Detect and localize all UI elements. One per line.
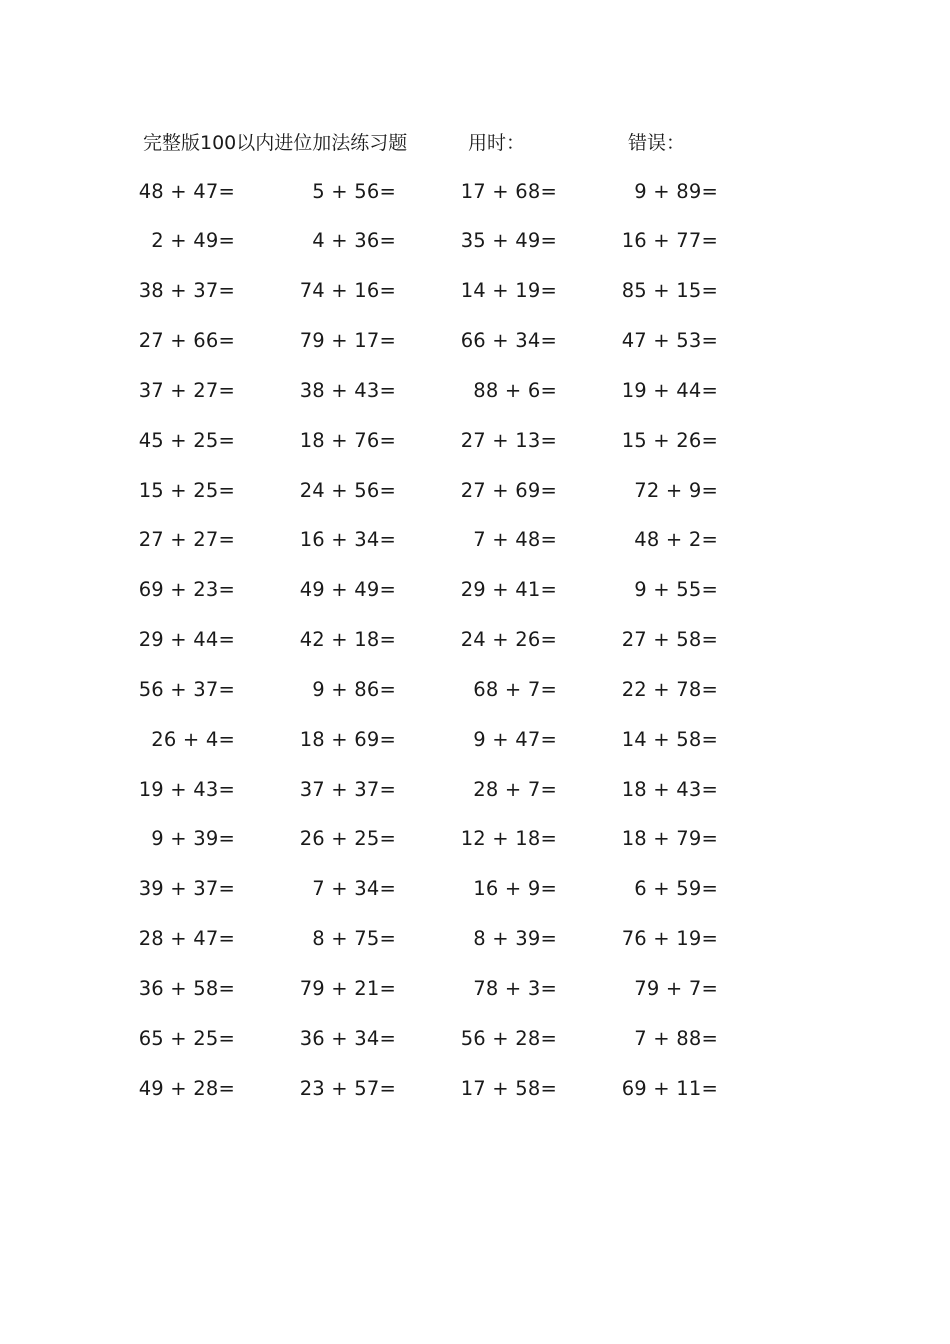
worksheet-title: 完整版100以内进位加法练习题: [143, 132, 408, 154]
problem-equation: 36 + 34=: [299, 1026, 396, 1050]
problem-cell: [133, 723, 294, 755]
problem-equation: 19 + 44=: [621, 378, 718, 402]
problem-equation: 37 + 37=: [299, 777, 396, 801]
worksheet-header: [143, 128, 783, 158]
problem-equation: 56 + 28=: [460, 1026, 557, 1050]
problem-cell: [616, 923, 777, 955]
problem-cell: [294, 723, 455, 755]
problem-equation: 26 + 25=: [299, 827, 396, 851]
problem-cell: [294, 524, 455, 556]
problem-cell: [455, 225, 616, 257]
problem-equation: 29 + 41=: [460, 578, 557, 602]
problem-equation: 8 + 75=: [312, 927, 396, 951]
problem-cell: [133, 823, 294, 855]
problem-equation: 15 + 26=: [621, 428, 718, 452]
problem-cell: [616, 873, 777, 905]
problem-cell: [455, 773, 616, 805]
problem-cell: [455, 574, 616, 606]
problem-cell: [616, 424, 777, 456]
problem-cell: [455, 873, 616, 905]
problem-equation: 14 + 19=: [460, 279, 557, 303]
problem-equation: 35 + 49=: [460, 229, 557, 253]
problem-equation: 85 + 15=: [621, 279, 718, 303]
problem-equation: 18 + 76=: [299, 428, 396, 452]
problem-cell: [616, 325, 777, 357]
problem-cell: [133, 1072, 294, 1104]
error-label: 错误：: [628, 132, 686, 154]
problem-equation: 37 + 27=: [138, 378, 235, 402]
problem-equation: 5 + 56=: [312, 179, 396, 203]
problem-equation: 17 + 68=: [460, 179, 557, 203]
problem-cell: [133, 923, 294, 955]
problem-cell: [616, 474, 777, 506]
problem-equation: 88 + 6=: [473, 378, 557, 402]
problem-equation: 79 + 21=: [299, 977, 396, 1000]
problem-cell: [455, 673, 616, 705]
problem-cell: [294, 624, 455, 656]
problem-equation: 74 + 16=: [299, 279, 396, 303]
problem-cell: [455, 374, 616, 406]
problem-cell: [294, 574, 455, 606]
problem-equation: 17 + 58=: [460, 1076, 557, 1100]
problem-equation: 24 + 56=: [299, 478, 396, 502]
problem-equation: 14 + 58=: [621, 727, 718, 751]
problem-cell: [616, 175, 777, 207]
problem-equation: 16 + 9=: [473, 877, 557, 901]
problem-equation: 9 + 89=: [634, 179, 718, 203]
problem-cell: [294, 923, 455, 955]
problem-equation: 4 + 36=: [312, 229, 396, 253]
problem-cell: [294, 175, 455, 207]
problem-equation: 28 + 47=: [138, 927, 235, 951]
problem-equation: 79 + 7=: [634, 977, 718, 1000]
problem-cell: [294, 773, 455, 805]
problem-cell: [616, 973, 777, 1005]
problem-cell: [455, 923, 616, 955]
problem-equation: 18 + 43=: [621, 777, 718, 801]
problem-cell: [294, 275, 455, 307]
problem-equation: 27 + 69=: [460, 478, 557, 502]
problem-cell: [133, 574, 294, 606]
problem-cell: [133, 973, 294, 1005]
problem-equation: 79 + 17=: [299, 329, 396, 353]
problem-cell: [616, 624, 777, 656]
problem-equation: 8 + 39=: [473, 927, 557, 951]
problem-equation: 27 + 27=: [138, 528, 235, 552]
problem-cell: [133, 175, 294, 207]
problem-cell: [294, 973, 455, 1005]
problem-cell: [133, 673, 294, 705]
problem-equation: 29 + 44=: [138, 628, 235, 652]
problem-cell: [455, 524, 616, 556]
problem-equation: 24 + 26=: [460, 628, 557, 652]
problem-equation: 38 + 37=: [138, 279, 235, 303]
problem-equation: 49 + 28=: [138, 1076, 235, 1100]
problem-equation: 16 + 77=: [621, 229, 718, 253]
problem-equation: 36 + 58=: [138, 977, 235, 1000]
problem-cell: [455, 973, 616, 1005]
problem-cell: [294, 374, 455, 406]
problem-equation: 19 + 43=: [138, 777, 235, 801]
problem-equation: 42 + 18=: [299, 628, 396, 652]
problem-equation: 23 + 57=: [299, 1076, 396, 1100]
problem-equation: 76 + 19=: [621, 927, 718, 951]
problem-cell: [616, 225, 777, 257]
problem-equation: 66 + 34=: [460, 329, 557, 353]
problem-equation: 65 + 25=: [138, 1026, 235, 1050]
problem-equation: 22 + 78=: [621, 677, 718, 701]
problem-cell: [133, 873, 294, 905]
problem-equation: 26 + 4=: [151, 727, 235, 751]
problem-cell: [294, 225, 455, 257]
problem-cell: [616, 723, 777, 755]
problem-cell: [616, 275, 777, 307]
problem-cell: [133, 424, 294, 456]
problem-equation: 7 + 34=: [312, 877, 396, 901]
problem-cell: [133, 325, 294, 357]
problem-equation: 27 + 13=: [460, 428, 557, 452]
problem-equation: 68 + 7=: [473, 677, 557, 701]
problem-equation: 72 + 9=: [634, 478, 718, 502]
problem-equation: 9 + 86=: [312, 677, 396, 701]
problem-cell: [294, 873, 455, 905]
problem-cell: [133, 474, 294, 506]
problem-cell: [616, 374, 777, 406]
problem-cell: [616, 773, 777, 805]
problem-equation: 45 + 25=: [138, 428, 235, 452]
problem-cell: [133, 374, 294, 406]
problem-cell: [133, 1022, 294, 1054]
problem-equation: 69 + 11=: [621, 1076, 718, 1100]
problem-equation: 9 + 47=: [473, 727, 557, 751]
problem-cell: [294, 823, 455, 855]
problem-cell: [455, 1072, 616, 1104]
problem-equation: 39 + 37=: [138, 877, 235, 901]
problem-equation: 18 + 69=: [299, 727, 396, 751]
problem-cell: [455, 1022, 616, 1054]
problem-equation: 48 + 47=: [138, 179, 235, 203]
problem-cell: [133, 524, 294, 556]
problem-equation: 28 + 7=: [473, 777, 557, 801]
problem-cell: [133, 275, 294, 307]
problem-equation: 6 + 59=: [634, 877, 718, 901]
problem-cell: [294, 673, 455, 705]
problem-cell: [133, 225, 294, 257]
problem-equation: 7 + 88=: [634, 1026, 718, 1050]
problem-cell: [616, 823, 777, 855]
problem-equation: 2 + 49=: [151, 229, 235, 253]
problem-cell: [294, 1022, 455, 1054]
problem-cell: [294, 474, 455, 506]
problem-equation: 78 + 3=: [473, 977, 557, 1000]
problem-cell: [455, 424, 616, 456]
problem-cell: [294, 325, 455, 357]
problem-equation: 27 + 66=: [138, 329, 235, 353]
problem-equation: 48 + 2=: [634, 528, 718, 552]
problem-cell: [455, 474, 616, 506]
problem-equation: 15 + 25=: [138, 478, 235, 502]
problem-equation: 27 + 58=: [621, 628, 718, 652]
problem-equation: 12 + 18=: [460, 827, 557, 851]
problem-equation: 38 + 43=: [299, 378, 396, 402]
problem-cell: [133, 624, 294, 656]
problem-cell: [455, 723, 616, 755]
problem-cell: [455, 175, 616, 207]
problem-cell: [133, 773, 294, 805]
problem-cell: [616, 1022, 777, 1054]
problem-equation: 49 + 49=: [299, 578, 396, 602]
problem-cell: [616, 1072, 777, 1104]
problem-cell: [455, 275, 616, 307]
problem-equation: 9 + 39=: [151, 827, 235, 851]
problem-equation: 47 + 53=: [621, 329, 718, 353]
problem-equation: 7 + 48=: [473, 528, 557, 552]
problem-equation: 9 + 55=: [634, 578, 718, 602]
problem-equation: 69 + 23=: [138, 578, 235, 602]
problem-cell: [294, 424, 455, 456]
problem-cell: [616, 673, 777, 705]
problem-equation: 56 + 37=: [138, 677, 235, 701]
problem-equation: 16 + 34=: [299, 528, 396, 552]
time-label: 用时：: [468, 132, 526, 154]
problem-cell: [616, 524, 777, 556]
problem-cell: [455, 823, 616, 855]
problem-cell: [294, 1072, 455, 1104]
problem-grid: [133, 175, 793, 1122]
problem-cell: [455, 624, 616, 656]
problem-equation: 18 + 79=: [621, 827, 718, 851]
problem-cell: [616, 574, 777, 606]
problem-cell: [455, 325, 616, 357]
